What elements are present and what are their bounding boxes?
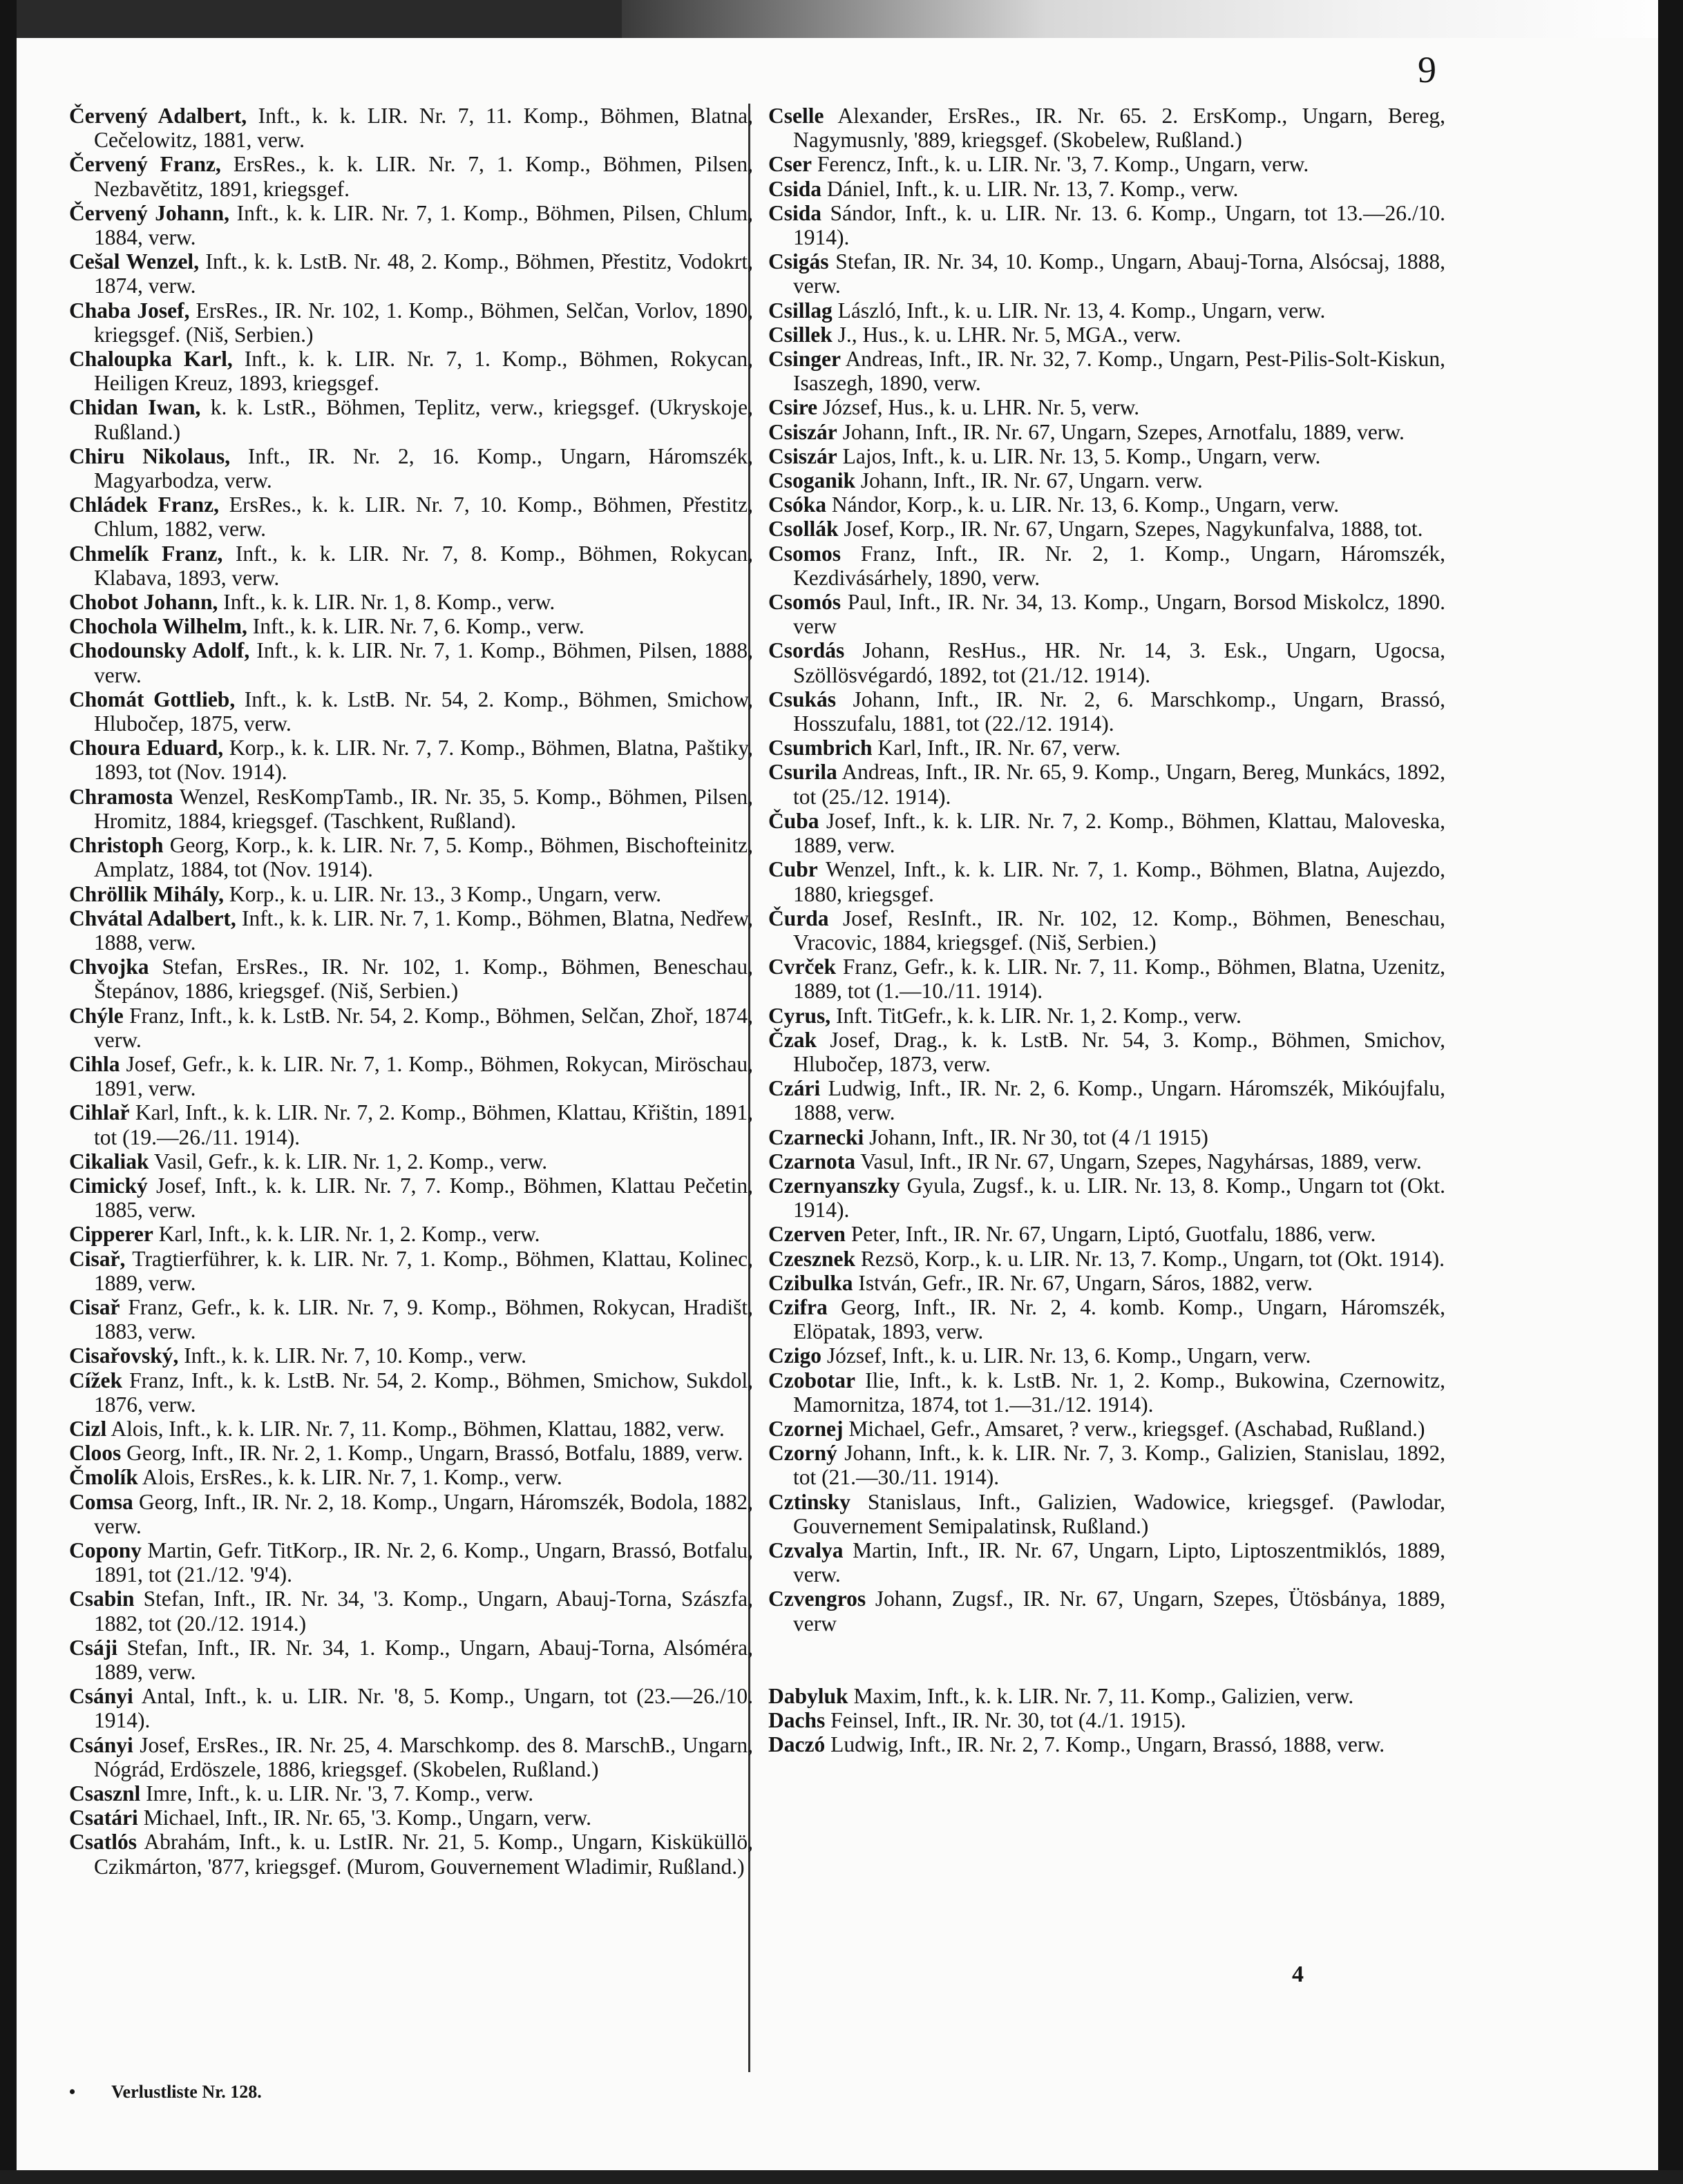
list-entry — [69, 1465, 753, 1489]
entry-name: Cselle — [768, 104, 824, 128]
footer-text: Verlustliste Nr. 128. — [111, 2082, 262, 2102]
entry-name: Cisař, — [69, 1246, 126, 1271]
entry-name: Chvojka — [69, 955, 149, 979]
right-column-c-entries — [768, 104, 1445, 1636]
entry-details: Franz, Gefr., k. k. LIR. Nr. 7, 11. Komp., Böhmen, Blatna, Uzenitz, 1889, tot (1.—10./11. 1914). — [793, 955, 1445, 1004]
list-entry — [69, 1100, 753, 1149]
entry-details: Franz, Gefr., k. k. LIR. Nr. 7, 9. Komp., Böhmen, Rokycan, Hradišt, 1883, verw. — [94, 1294, 753, 1344]
entry-name: Czibulka — [768, 1270, 853, 1295]
entry-details: József, Hus., k. u. LHR. Nr. 5, verw. — [817, 395, 1140, 420]
entry-name: Csurila — [768, 760, 837, 785]
right-column — [768, 104, 1445, 1756]
entry-details: Ilie, Inft., k. k. LstB. Nr. 1, 2. Komp., Bukowina, Czernowitz, Mamornitza, 1874, tot 1.—31./12. 1914). — [793, 1368, 1445, 1417]
entry-details: Tragtierführer, k. k. LIR. Nr. 7, 1. Komp., Böhmen, Klattau, Kolinec, 1889, verw. — [94, 1246, 753, 1295]
list-entry — [768, 542, 1445, 590]
entry-details: Inft., k. k. LstB. Nr. 48, 2. Komp., Böhmen, Přestitz, Vodokrt, 1874, verw. — [94, 249, 753, 298]
entry-name: Csiszár — [768, 419, 837, 444]
entry-name: Czigo — [768, 1343, 821, 1368]
entry-name: Csányi — [69, 1684, 133, 1709]
entry-details: Karl, Inft., k. k. LIR. Nr. 1, 2. Komp., verw. — [153, 1222, 540, 1247]
entry-name: Csáji — [69, 1635, 117, 1660]
entry-name: Cubr — [768, 857, 818, 882]
entry-details: Vasul, Inft., IR Nr. 67, Ungarn, Szepes, Nagyhársas, 1889, verw. — [855, 1149, 1422, 1174]
entry-details: Gyula, Zugsf., k. u. LIR. Nr. 13, 8. Komp., Ungarn tot (Okt. 1914). — [793, 1173, 1445, 1223]
entry-details: László, Inft., k. u. LIR. Nr. 13, 4. Komp., Ungarn, verw. — [832, 298, 1326, 323]
scan-edge-left — [0, 0, 17, 2184]
entry-details: Andreas, Inft., IR. Nr. 32, 7. Komp., Ungarn, Pest-Pilis-Solt-Kiskun, Isaszegh, 1890, verw. — [793, 347, 1445, 396]
scan-edge-top — [0, 0, 1683, 38]
entry-details: Inft., k. k. LIR. Nr. 7, 11. Komp., Böhmen, Blatna, Cečelowitz, 1881, verw. — [94, 104, 753, 153]
entry-name: Chiru Nikolaus, — [69, 443, 231, 468]
list-entry — [768, 298, 1445, 323]
entry-details: Ludwig, Inft., IR. Nr. 2, 7. Komp., Ungarn, Brassó, 1888, verw. — [825, 1732, 1385, 1757]
list-entry — [768, 1247, 1445, 1271]
entry-details: Karl, Inft., IR. Nr. 67, verw. — [872, 736, 1121, 760]
list-entry — [69, 1174, 753, 1222]
list-entry — [69, 1417, 753, 1441]
footer — [69, 2082, 262, 2102]
entry-name: Csasznl — [69, 1781, 141, 1806]
list-entry — [768, 1587, 1445, 1635]
list-entry — [69, 1733, 753, 1781]
entry-name: Cser — [768, 152, 812, 177]
list-entry — [69, 444, 753, 492]
entry-details: Josef, Inft., k. k. LIR. Nr. 7, 7. Komp., Böhmen, Klattau Pečetin, 1885, verw. — [94, 1173, 753, 1223]
entry-name: Csatlós — [69, 1830, 137, 1855]
list-entry — [69, 1490, 753, 1538]
list-entry — [69, 542, 753, 590]
entry-details: Josef, Gefr., k. k. LIR. Nr. 7, 1. Komp., Böhmen, Rokycan, Miröschau, 1891, verw. — [94, 1051, 753, 1101]
entry-details: Inft. TitGefr., k. k. LIR. Nr. 1, 2. Komp., verw. — [830, 1003, 1242, 1028]
list-entry — [768, 1708, 1445, 1732]
entry-details: Maxim, Inft., k. k. LIR. Nr. 7, 11. Komp., Galizien, verw. — [848, 1683, 1354, 1708]
entry-name: Czarnota — [768, 1149, 855, 1174]
list-entry — [69, 1636, 753, 1684]
entry-details: Ludwig, Inft., IR. Nr. 2, 6. Komp., Ungarn. Háromszék, Mikóujfalu, 1888, verw. — [793, 1076, 1445, 1125]
entry-details: Johann, Inft., IR. Nr. 67, Ungarn, Szepes, Arnotfalu, 1889, verw. — [837, 419, 1405, 444]
entry-details: ErsRes., k. k. LIR. Nr. 7, 1. Komp., Böhmen, Pilsen, Nezbavětitz, 1891, kriegsgef. — [94, 152, 753, 201]
entry-details: Josef, Drag., k. k. LstB. Nr. 54, 3. Komp., Böhmen, Smichov, Hlubočep, 1873, verw. — [793, 1027, 1445, 1076]
entry-name: Cihla — [69, 1051, 120, 1076]
list-entry — [768, 347, 1445, 395]
entry-name: Cížek — [69, 1368, 122, 1392]
entry-name: Csillek — [768, 322, 833, 347]
entry-details: Nándor, Korp., k. u. LIR. Nr. 13, 6. Komp., Ungarn, verw. — [826, 492, 1340, 517]
entry-name: Cloos — [69, 1441, 122, 1466]
entry-name: Chládek Franz, — [69, 492, 219, 517]
entry-details: Imre, Inft., k. u. LIR. Nr. '3, 7. Komp., verw. — [140, 1781, 534, 1806]
entry-details: Wenzel, Inft., k. k. LIR. Nr. 7, 1. Komp., Böhmen, Blatna, Aujezdo, 1880, kriegsgef. — [793, 857, 1445, 906]
entry-details: Stefan, IR. Nr. 34, 10. Komp., Ungarn, Abauj-Torna, Alsócsaj, 1888, verw. — [793, 249, 1445, 298]
footer-bullet: • — [69, 2082, 76, 2102]
entry-details: J., Hus., k. u. LHR. Nr. 5, MGA., verw. — [832, 322, 1181, 347]
entry-details: Dániel, Inft., k. u. LIR. Nr. 13, 7. Komp., verw. — [821, 176, 1239, 201]
list-entry — [69, 906, 753, 955]
entry-name: Copony — [69, 1538, 142, 1562]
list-entry — [768, 906, 1445, 955]
entry-details: Stanislaus, Inft., Galizien, Wadowice, kriegsgef. (Pawlodar, Gouvernement Semipalatinsk, Rußland.) — [793, 1489, 1445, 1538]
page-number: 9 — [1418, 49, 1436, 90]
list-entry — [768, 1222, 1445, 1246]
right-column-d-entries — [768, 1684, 1445, 1757]
entry-details: Inft., k. k. LIR. Nr. 1, 8. Komp., verw. — [218, 590, 555, 615]
list-entry — [768, 1174, 1445, 1222]
entry-name: Csomos — [768, 541, 842, 566]
entry-name: Cipperer — [69, 1222, 153, 1247]
list-entry — [69, 1343, 753, 1368]
list-entry — [69, 298, 753, 347]
entry-details: Alexander, ErsRes., IR. Nr. 65. 2. ErsKomp., Ungarn, Bereg, Nagymusnly, '889, kriegsgef. (Skobelew, Rußland.) — [793, 104, 1445, 153]
list-entry — [69, 152, 753, 200]
entry-name: Czerven — [768, 1222, 846, 1247]
list-entry — [768, 1732, 1445, 1756]
list-entry — [69, 1830, 753, 1878]
entry-details: Peter, Inft., IR. Nr. 67, Ungarn, Liptó, Guotfalu, 1886, verw. — [845, 1222, 1376, 1247]
list-entry — [69, 785, 753, 833]
entry-details: Georg, Inft., IR. Nr. 2, 4. komb. Komp., Ungarn, Háromszék, Elöpatak, 1893, verw. — [793, 1294, 1445, 1344]
entry-name: Cisař — [69, 1294, 120, 1319]
entry-name: Czernyanszky — [768, 1173, 900, 1198]
list-entry — [768, 1004, 1445, 1028]
list-entry — [69, 1368, 753, 1417]
list-entry — [69, 1781, 753, 1805]
list-entry — [69, 492, 753, 541]
list-entry — [768, 468, 1445, 492]
list-entry — [768, 201, 1445, 249]
list-entry — [768, 638, 1445, 687]
entry-name: Czarnecki — [768, 1124, 864, 1149]
entry-name: Cizl — [69, 1416, 107, 1441]
entry-details: Franz, Inft., k. k. LstB. Nr. 54, 2. Komp., Böhmen, Selčan, Zhoř, 1874, verw. — [94, 1003, 753, 1052]
list-entry — [768, 1538, 1445, 1587]
section-gap — [768, 1636, 1445, 1684]
entry-details: Johann, ResHus., HR. Nr. 14, 3. Esk., Ungarn, Ugocsa, Szöllösvégardó, 1892, tot (21./12. 1914). — [793, 638, 1445, 687]
entry-details: Franz, Inft., IR. Nr. 2, 1. Komp., Ungarn, Háromszék, Kezdivásárhely, 1890, verw. — [793, 541, 1445, 590]
entry-details: Rezsö, Korp., k. u. LIR. Nr. 13, 7. Komp., Ungarn, tot (Okt. 1914). — [855, 1246, 1445, 1271]
entry-details: Georg, Inft., IR. Nr. 2, 18. Komp., Ungarn, Háromszék, Bodola, 1882, verw. — [94, 1489, 753, 1538]
entry-name: Červený Johann, — [69, 200, 229, 225]
entry-name: Cimický — [69, 1173, 148, 1198]
list-entry — [69, 1004, 753, 1052]
entry-name: Červený Adalbert, — [69, 104, 247, 128]
entry-name: Daczó — [768, 1732, 826, 1757]
list-entry — [768, 1684, 1445, 1708]
entry-details: Alois, ErsRes., k. k. LIR. Nr. 7, 1. Komp., verw. — [137, 1465, 562, 1490]
list-entry — [768, 1295, 1445, 1343]
entry-details: István, Gefr., IR. Nr. 67, Ungarn, Sáros, 1882, verw. — [853, 1270, 1313, 1295]
list-entry — [69, 1295, 753, 1343]
list-entry — [69, 955, 753, 1003]
entry-name: Dachs — [768, 1708, 826, 1732]
entry-name: Czári — [768, 1076, 821, 1101]
list-entry — [768, 177, 1445, 201]
list-entry — [69, 736, 753, 784]
entry-details: Inft., k. k. LstB. Nr. 54, 2. Komp., Böhmen, Smichow, Hlubočep, 1875, verw. — [94, 687, 753, 736]
list-entry — [768, 323, 1445, 347]
entry-details: Inft., k. k. LIR. Nr. 7, 10. Komp., verw. — [178, 1343, 527, 1368]
entry-details: Inft., k. k. LIR. Nr. 7, 1. Komp., Böhmen, Pilsen, 1888, verw. — [94, 638, 753, 687]
entry-details: Stefan, Inft., IR. Nr. 34, 1. Komp., Ungarn, Abauj-Torna, Alsóméra, 1889, verw. — [94, 1635, 753, 1684]
list-entry — [69, 1441, 753, 1465]
entry-name: Chobot Johann, — [69, 590, 218, 615]
entry-name: Csillag — [768, 298, 833, 323]
list-entry — [69, 395, 753, 443]
entry-details: Inft., k. k. LIR. Nr. 7, 1. Komp., Böhmen, Rokycan, Heiligen Kreuz, 1893, kriegsgef. — [94, 347, 753, 396]
list-entry — [768, 152, 1445, 176]
list-entry — [69, 1247, 753, 1295]
entry-details: Stefan, Inft., IR. Nr. 34, '3. Komp., Ungarn, Abauj-Torna, Szászfa, 1882, tot (20./12. 1914.) — [94, 1587, 753, 1636]
entry-details: Martin, Inft., IR. Nr. 67, Ungarn, Lipto, Liptoszentmiklós, 1889, verw. — [793, 1538, 1445, 1587]
entry-name: Chidan Iwan, — [69, 395, 201, 420]
entry-name: Czifra — [768, 1294, 828, 1319]
entry-details: Johann, Inft., IR. Nr. 2, 6. Marschkomp., Ungarn, Brassó, Hosszufalu, 1881, tot (22./12. 1914). — [793, 687, 1445, 736]
entry-details: József, Inft., k. u. LIR. Nr. 13, 6. Komp., Ungarn, verw. — [821, 1343, 1311, 1368]
entry-name: Dabyluk — [768, 1683, 848, 1708]
list-entry — [768, 590, 1445, 638]
list-entry — [69, 590, 753, 614]
left-column — [69, 104, 753, 1879]
list-entry — [69, 882, 753, 906]
entry-details: ErsRes., k. k. LIR. Nr. 7, 10. Komp., Böhmen, Přestitz, Chlum, 1882, verw. — [94, 492, 753, 542]
list-entry — [69, 1222, 753, 1246]
list-entry — [768, 1076, 1445, 1124]
entry-details: Stefan, ErsRes., IR. Nr. 102, 1. Komp., Böhmen, Beneschau, Štepánov, 1886, kriegsgef. (Niš, Serbien.) — [94, 955, 753, 1004]
entry-details: Georg, Inft., IR. Nr. 2, 1. Komp., Ungarn, Brassó, Botfalu, 1889, verw. — [121, 1441, 743, 1466]
entry-name: Chodounsky Adolf, — [69, 638, 250, 663]
entry-name: Chvátal Adalbert, — [69, 906, 236, 930]
entry-name: Csigás — [768, 249, 829, 274]
entry-name: Csumbrich — [768, 736, 873, 760]
list-entry — [69, 201, 753, 249]
entry-details: Paul, Inft., IR. Nr. 34, 13. Komp., Ungarn, Borsod Miskolcz, 1890. verw — [793, 590, 1445, 639]
entry-details: Ferencz, Inft., k. u. LIR. Nr. '3, 7. Komp., Ungarn, verw. — [811, 152, 1309, 177]
list-entry — [768, 809, 1445, 857]
list-entry — [768, 687, 1445, 736]
entry-details: Wenzel, ResKompTamb., IR. Nr. 35, 5. Komp., Böhmen, Pilsen, Hromitz, 1884, kriegsgef. (Taschkent, Rußland). — [94, 784, 753, 833]
entry-details: Inft., k. k. LIR. Nr. 7, 1. Komp., Böhmen, Pilsen, Chlum, 1884, verw. — [94, 200, 753, 250]
list-entry — [69, 614, 753, 638]
list-entry — [69, 249, 753, 298]
signature-mark: 4 — [1292, 1962, 1304, 1987]
list-entry — [768, 1149, 1445, 1174]
list-entry — [768, 1271, 1445, 1295]
scan-edge-bottom — [0, 2170, 1683, 2184]
entry-details: Abrahám, Inft., k. u. LstIR. Nr. 21, 5. Komp., Ungarn, Kisküküllö, Czikmárton, '877, kriegsgef. (Murom, Gouvernement Wladimir, Rußland.) — [94, 1830, 753, 1879]
entry-name: Csatári — [69, 1805, 138, 1830]
entry-name: Chramosta — [69, 784, 173, 809]
entry-name: Červený Franz, — [69, 152, 221, 177]
list-entry — [768, 1343, 1445, 1368]
entry-name: Choura Eduard, — [69, 736, 224, 760]
entry-name: Czorný — [768, 1441, 837, 1466]
list-entry — [768, 104, 1445, 152]
list-entry — [69, 1052, 753, 1100]
entry-details: Franz, Inft., k. k. LstB. Nr. 54, 2. Komp., Böhmen, Smichow, Sukdol, 1876, verw. — [94, 1368, 753, 1417]
list-entry — [768, 1490, 1445, 1538]
list-entry — [69, 1805, 753, 1830]
list-entry — [69, 1149, 753, 1174]
entry-name: Chaba Josef, — [69, 298, 190, 323]
entry-details: Lajos, Inft., k. u. LIR. Nr. 13, 5. Komp., Ungarn, verw. — [837, 443, 1321, 468]
entry-name: Cihlař — [69, 1100, 130, 1125]
entry-name: Csida — [768, 176, 822, 201]
entry-details: Korp., k. u. LIR. Nr. 13., 3 Komp., Ungarn, verw. — [224, 881, 662, 906]
list-entry — [768, 492, 1445, 517]
entry-details: Inft., k. k. LIR. Nr. 7, 8. Komp., Böhmen, Rokycan, Klabava, 1893, verw. — [94, 541, 753, 590]
entry-details: Johann, Inft., IR. Nr. 67, Ungarn. verw. — [855, 468, 1203, 493]
list-entry — [768, 1368, 1445, 1417]
list-entry — [768, 395, 1445, 419]
entry-name: Czvengros — [768, 1587, 866, 1611]
entry-name: Čzak — [768, 1027, 817, 1052]
entry-details: Sándor, Inft., k. u. LIR. Nr. 13. 6. Komp., Ungarn, tot 13.—26./10. 1914). — [793, 200, 1445, 250]
entry-details: Inft., IR. Nr. 2, 16. Komp., Ungarn, Háromszék, Magyarbodza, verw. — [94, 443, 753, 493]
entry-name: Comsa — [69, 1489, 133, 1514]
entry-details: k. k. LstR., Böhmen, Teplitz, verw., kriegsgef. (Ukryskoje, Rußland.) — [94, 395, 753, 444]
list-entry — [69, 1684, 753, 1732]
entry-name: Cztinsky — [768, 1489, 851, 1514]
entry-details: Alois, Inft., k. k. LIR. Nr. 7, 11. Komp., Böhmen, Klattau, 1882, verw. — [106, 1416, 725, 1441]
entry-name: Czobotar — [768, 1368, 855, 1392]
list-entry — [69, 1538, 753, 1587]
entry-name: Chomát Gottlieb, — [69, 687, 236, 711]
entry-name: Csóka — [768, 492, 827, 517]
entry-details: Antal, Inft., k. u. LIR. Nr. '8, 5. Komp., Ungarn, tot (23.—26./10. 1914). — [94, 1684, 753, 1733]
entry-name: Cikaliak — [69, 1149, 149, 1174]
entry-details: Karl, Inft., k. k. LIR. Nr. 7, 2. Komp., Böhmen, Klattau, Křištin, 1891, tot (19.—26./11. 1914). — [94, 1100, 753, 1149]
entry-name: Csida — [768, 200, 822, 225]
list-entry — [768, 1441, 1445, 1489]
entry-details: Michael, Inft., IR. Nr. 65, '3. Komp., Ungarn, verw. — [137, 1805, 591, 1830]
entry-name: Csollák — [768, 517, 839, 542]
entry-name: Csordás — [768, 638, 845, 663]
entry-details: Johann, Zugsf., IR. Nr. 67, Ungarn, Szepes, Ütösbánya, 1889, verw — [793, 1587, 1445, 1636]
list-entry — [768, 249, 1445, 298]
entry-details: Josef, Inft., k. k. LIR. Nr. 7, 2. Komp., Böhmen, Klattau, Maloveska, 1889, verw. — [793, 808, 1445, 858]
entry-name: Chochola Wilhelm, — [69, 614, 247, 639]
list-entry — [69, 638, 753, 687]
entry-name: Čmolík — [69, 1465, 138, 1490]
list-entry — [768, 517, 1445, 541]
entry-name: Chmelík Franz, — [69, 541, 223, 566]
entry-name: Csire — [768, 395, 818, 420]
entry-name: Csiszár — [768, 443, 837, 468]
list-entry — [768, 1417, 1445, 1441]
entry-name: Csomós — [768, 590, 842, 615]
entry-details: Andreas, Inft., IR. Nr. 65, 9. Komp., Ungarn, Bereg, Munkács, 1892, tot (25./12. 1914). — [793, 760, 1445, 809]
entry-details: Feinsel, Inft., IR. Nr. 30, tot (4./1. 1915). — [825, 1708, 1186, 1732]
entry-name: Cešal Wenzel, — [69, 249, 200, 274]
entry-name: Chaloupka Karl, — [69, 347, 233, 372]
entry-details: Georg, Korp., k. k. LIR. Nr. 7, 5. Komp., Böhmen, Bischofteinitz, Amplatz, 1884, tot (Nov. 1914). — [94, 833, 753, 882]
entry-name: Cvrček — [768, 955, 836, 979]
entry-name: Christoph — [69, 833, 164, 858]
list-entry — [768, 760, 1445, 808]
list-entry — [768, 1125, 1445, 1149]
entry-name: Csinger — [768, 347, 841, 372]
entry-name: Cisařovský, — [69, 1343, 179, 1368]
entry-name: Csányi — [69, 1732, 133, 1757]
entry-details: Inft., k. k. LIR. Nr. 7, 1. Komp., Böhmen, Blatna, Nedřew, 1888, verw. — [94, 906, 753, 955]
entry-details: Josef, ResInft., IR. Nr. 102, 12. Komp., Böhmen, Beneschau, Vracovic, 1884, kriegsgef. (Niš, Serbien.) — [793, 906, 1445, 955]
entry-details: Vasil, Gefr., k. k. LIR. Nr. 1, 2. Komp., verw. — [149, 1149, 548, 1174]
entry-details: Michael, Gefr., Amsaret, ? verw., kriegsgef. (Aschabad, Rußland.) — [843, 1416, 1425, 1441]
entry-name: Czesznek — [768, 1246, 855, 1271]
entry-name: Čuba — [768, 808, 819, 833]
list-entry — [768, 1028, 1445, 1076]
entry-details: Johann, Inft., k. k. LIR. Nr. 7, 3. Komp., Galizien, Stanislau, 1892, tot (21.—30./11. 1914). — [793, 1441, 1445, 1490]
entry-name: Chröllik Mihály, — [69, 881, 225, 906]
entry-name: Csukás — [768, 687, 837, 711]
list-entry — [768, 857, 1445, 906]
entry-details: Josef, ErsRes., IR. Nr. 25, 4. Marschkomp. des 8. MarschB., Ungarn, Nógrád, Erdöszele, 1886, kriegsgef. (Skobelen, Rußland.) — [94, 1732, 753, 1781]
entry-name: Cyrus, — [768, 1003, 831, 1028]
entry-details: Korp., k. k. LIR. Nr. 7, 7. Komp., Böhmen, Blatna, Paštiky, 1893, tot (Nov. 1914). — [94, 736, 753, 785]
entry-name: Čurda — [768, 906, 829, 930]
list-entry — [768, 444, 1445, 468]
list-entry — [69, 1587, 753, 1635]
entry-name: Czvalya — [768, 1538, 844, 1562]
entry-details: Inft., k. k. LIR. Nr. 7, 6. Komp., verw. — [247, 614, 584, 639]
entry-details: Josef, Korp., IR. Nr. 67, Ungarn, Szepes, Nagykunfalva, 1888, tot. — [838, 517, 1423, 542]
entry-name: Csabin — [69, 1587, 135, 1611]
list-entry — [768, 420, 1445, 444]
list-entry — [69, 833, 753, 881]
list-entry — [69, 104, 753, 152]
entry-details: ErsRes., IR. Nr. 102, 1. Komp., Böhmen, Selčan, Vorlov, 1890, kriegsgef. (Niš, Serbien.) — [94, 298, 753, 347]
list-entry — [69, 347, 753, 395]
entry-details: Johann, Inft., IR. Nr 30, tot (4 /1 1915) — [864, 1124, 1208, 1149]
entry-name: Csoganik — [768, 468, 856, 493]
list-entry — [768, 955, 1445, 1003]
list-entry — [768, 736, 1445, 760]
entry-details: Martin, Gefr. TitKorp., IR. Nr. 2, 6. Komp., Ungarn, Brassó, Botfalu, 1891, tot (21./12. '9'4). — [94, 1538, 753, 1587]
scan-edge-right — [1658, 0, 1683, 2184]
entry-name: Czornej — [768, 1416, 844, 1441]
list-entry — [69, 687, 753, 736]
entry-name: Chýle — [69, 1003, 124, 1028]
